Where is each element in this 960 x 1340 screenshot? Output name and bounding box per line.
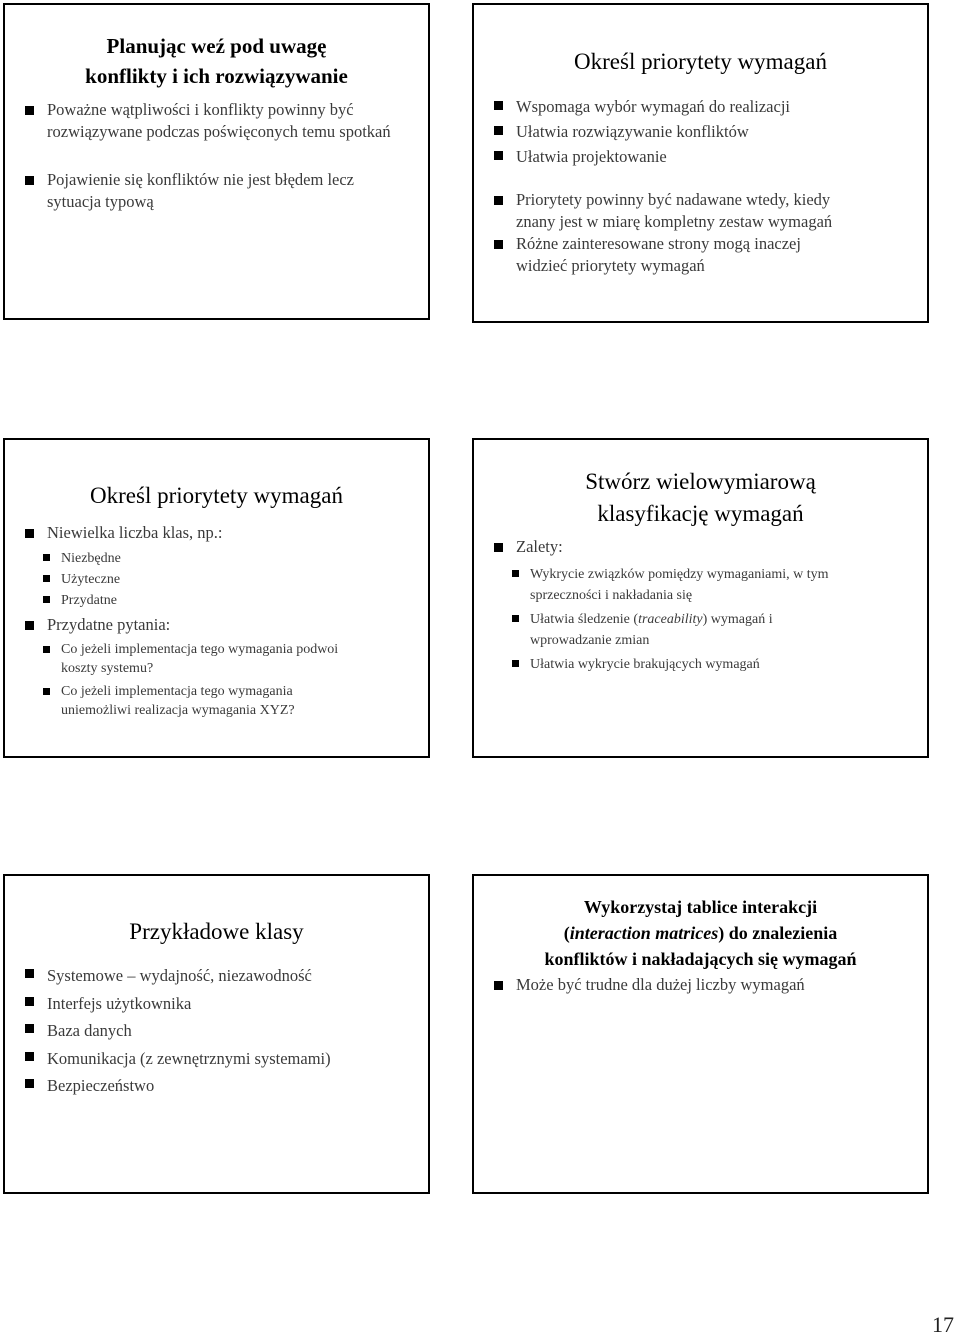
slide-title-line: konfliktów i nakładających się wymagań bbox=[544, 949, 857, 969]
bullet-item: Interfejs użytkownika bbox=[25, 990, 408, 1018]
slide-conflicts bbox=[3, 3, 430, 320]
sub-bullet-text: ) wymagań i wprowadzanie zmian bbox=[530, 612, 773, 648]
slide-title-line: ( bbox=[563, 923, 570, 943]
slide-title: Przykładowe klasy bbox=[129, 919, 304, 944]
sub-bullet-item: Co jeżeli implementacja tego wymagania uniemożliwi realizacja wymagania XYZ? bbox=[43, 682, 408, 720]
bullet-text: Zalety: bbox=[516, 537, 563, 556]
bullet-item: Systemowe – wydajność, niezawodność bbox=[25, 962, 408, 990]
bullet-text: Przydatne pytania: bbox=[47, 615, 171, 634]
bullet-item: Bezpieczeństwo bbox=[25, 1072, 408, 1100]
slide-example-classes bbox=[3, 874, 430, 1194]
bullet-item: Wspomaga wybór wymagań do realizacji bbox=[494, 94, 907, 119]
slide-title bbox=[25, 31, 408, 91]
slide-title-line: ) do znalezienia bbox=[718, 923, 838, 943]
slide-title: Określ priorytety wymagań bbox=[574, 49, 827, 74]
bullet-item: Poważne wątpliwości i konflikty powinny być rozwiązywane podczas poświęconych temu spotkań bbox=[25, 99, 408, 143]
bullet-item: Pojawienie się konfliktów nie jest błędem lecz sytuacja typową bbox=[25, 169, 408, 213]
slide-title-line: klasyfikację wymagań bbox=[597, 501, 804, 526]
bullet-item bbox=[25, 614, 408, 636]
bullet-item: Ułatwia projektowanie bbox=[494, 144, 907, 169]
bullet-item bbox=[25, 522, 408, 544]
slide-title bbox=[494, 466, 907, 530]
bullet-item: Komunikacja (z zewnętrznymi systemami) bbox=[25, 1045, 408, 1073]
sub-bullet-item: Co jeżeli implementacja tego wymagania podwoi koszty systemu? bbox=[43, 640, 408, 678]
slide-title-line: Stwórz wielowymiarową bbox=[585, 469, 816, 494]
bullet-item: Różne zainteresowane strony mogą inaczej widzieć priorytety wymagań bbox=[494, 233, 907, 277]
sub-bullet-item: Ułatwia wykrycie brakujących wymagań bbox=[512, 654, 907, 675]
slide-title-line: konflikty i ich rozwiązywanie bbox=[85, 64, 348, 88]
bullet-item: Priorytety powinny być nadawane wtedy, kiedy znany jest w miarę kompletny zestaw wymagań bbox=[494, 189, 907, 233]
slide-title-line: Planując weź pod uwagę bbox=[106, 34, 327, 58]
slide-title-line: Wykorzystaj tablice interakcji bbox=[583, 897, 818, 917]
sub-bullet-item: Niezbędne bbox=[43, 548, 408, 569]
sub-bullet-item: Przydatne bbox=[43, 590, 408, 611]
slide-priorities bbox=[472, 3, 929, 323]
bullet-item: Ułatwia rozwiązywanie konfliktów bbox=[494, 119, 907, 144]
slide-title-italic: interaction matrices bbox=[569, 923, 719, 943]
page-number: 17 bbox=[932, 1312, 954, 1337]
slide-interaction-matrices bbox=[472, 874, 929, 1194]
slide-title: Określ priorytety wymagań bbox=[90, 483, 343, 508]
sub-bullet-item bbox=[512, 609, 907, 651]
sub-bullet-item: Użyteczne bbox=[43, 569, 408, 590]
bullet-item: Może być trudne dla dużej liczby wymagań bbox=[494, 974, 907, 996]
bullet-item bbox=[494, 536, 907, 558]
slide-priority-classes bbox=[3, 438, 430, 758]
sub-bullet-italic: traceability bbox=[638, 612, 703, 627]
bullet-item: Baza danych bbox=[25, 1017, 408, 1045]
slide-classification bbox=[472, 438, 929, 758]
sub-bullet-text: Ułatwia śledzenie ( bbox=[530, 612, 639, 627]
bullet-text: Niewielka liczba klas, np.: bbox=[47, 523, 223, 542]
slide-title bbox=[494, 894, 907, 972]
sub-bullet-item: Wykrycie związków pomiędzy wymaganiami, w tym sprzeczności i nakładania się bbox=[512, 564, 907, 606]
